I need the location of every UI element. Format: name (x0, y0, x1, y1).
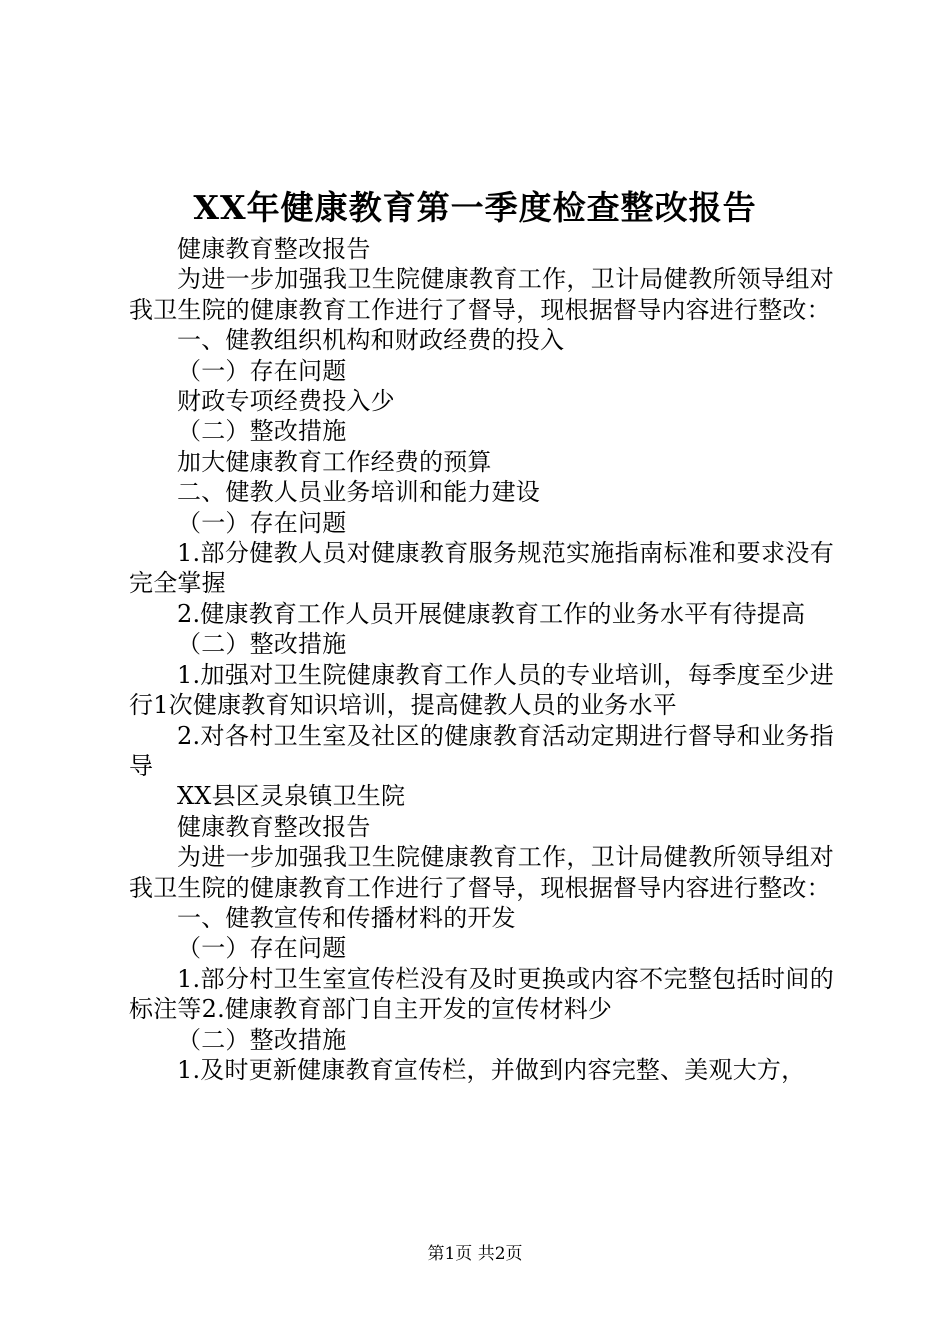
subsection-heading: （一）存在问题 (177, 508, 347, 537)
paragraph: 1.加强对卫生院健康教育工作人员的专业培训，每季度至少进行1次健康教育知识培训，提高健教人员的业务水平 (129, 660, 834, 720)
page-footer: 第1页 共2页 (427, 1244, 523, 1264)
paragraph: 加大健康教育工作经费的预算 (177, 447, 492, 476)
subsection-heading: （二）整改措施 (177, 417, 347, 446)
subsection-heading: （一）存在问题 (177, 934, 347, 963)
paragraph: 为进一步加强我卫生院健康教育工作，卫计局健教所领导组对我卫生院的健康教育工作进行了督导，现根据督导内容进行整改： (129, 843, 834, 902)
paragraph: 1.及时更新健康教育宣传栏，并做到内容完整、美观大方， (177, 1055, 806, 1084)
section-heading: 二、健教人员业务培训和能力建设 (177, 478, 540, 507)
paragraph: 健康教育整改报告 (177, 235, 371, 263)
document-body (129, 234, 834, 1085)
paragraph: 健康教育整改报告 (177, 812, 371, 841)
paragraph: 财政专项经费投入少 (177, 387, 395, 416)
section-heading: 一、健教宣传和传播材料的开发 (177, 903, 516, 932)
document-title: XX年健康教育第一季度检查整改报告 (193, 188, 757, 227)
paragraph: 2.健康教育工作人员开展健康教育工作的业务水平有待提高 (177, 599, 806, 628)
subsection-heading: （二）整改措施 (177, 630, 347, 659)
section-heading: 一、健教组织机构和财政经费的投入 (177, 326, 565, 355)
paragraph: 2.对各村卫生室及社区的健康教育活动定期进行督导和业务指导 (129, 721, 834, 780)
signature-line: XX县区灵泉镇卫生院 (177, 782, 406, 811)
subsection-heading: （一）存在问题 (177, 356, 347, 385)
paragraph: 1.部分健教人员对健康教育服务规范实施指南标准和要求没有完全掌握 (129, 539, 834, 598)
paragraph: 1.部分村卫生室宣传栏没有及时更换或内容不完整包括时间的标注等2.健康教育部门自主开发的宣传材料少 (129, 964, 834, 1024)
subsection-heading: （二）整改措施 (177, 1025, 347, 1054)
paragraph: 为进一步加强我卫生院健康教育工作，卫计局健教所领导组对我卫生院的健康教育工作进行了督导，现根据督导内容进行整改： (129, 265, 834, 324)
